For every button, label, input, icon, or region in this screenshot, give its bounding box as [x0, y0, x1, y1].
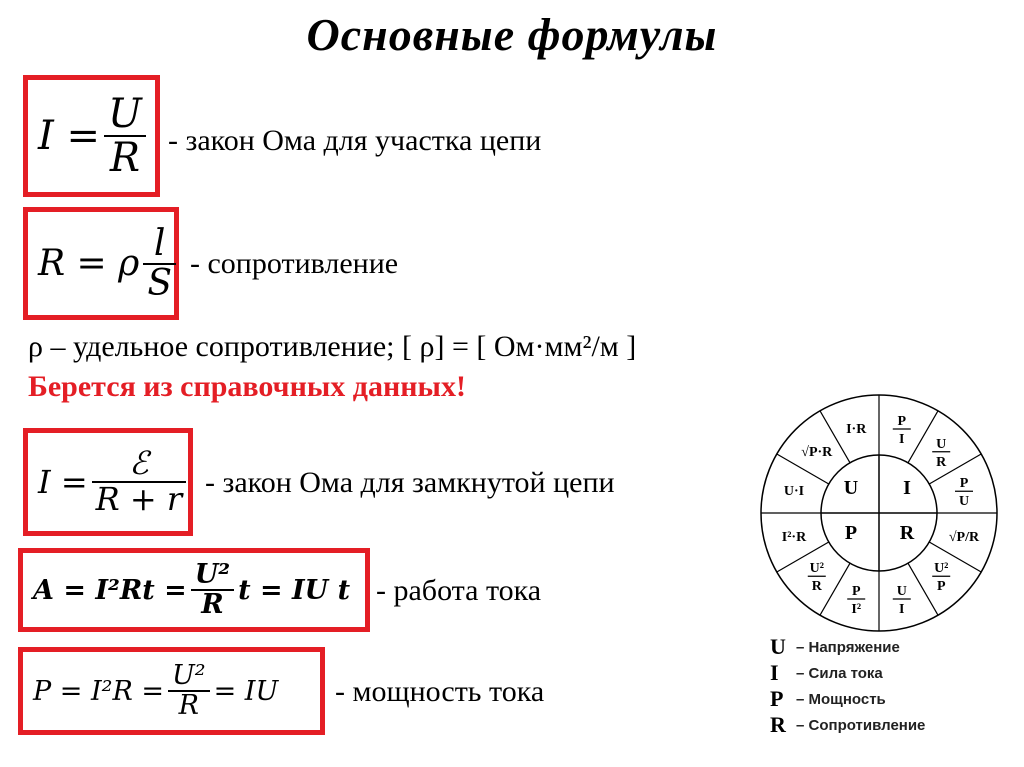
formula-power [33, 659, 279, 721]
denominator: R [178, 690, 199, 721]
wheel-inner-p: P [844, 522, 858, 544]
denominator: S [147, 262, 172, 304]
legend-letter: I [770, 660, 779, 685]
legend-label: – Мощность [796, 690, 886, 708]
wheel-cell [846, 422, 867, 437]
wheel-inner-u: U [843, 477, 859, 499]
wheel-cell [784, 484, 804, 499]
denominator: R + r [95, 480, 183, 518]
resistivity-note: ρ – удельное сопротивление; [ ρ] = [ Ом·мм²/м ] [28, 330, 637, 363]
wheel-cell-text: √P/R [948, 529, 980, 545]
formula-lhs: A = I²Rt = [33, 574, 187, 606]
wheel-cell-text: √P·R [801, 444, 833, 460]
formula-ohm-section [38, 93, 150, 179]
fraction [143, 222, 176, 304]
fraction [191, 558, 234, 620]
wheel-legend [770, 634, 925, 738]
wheel-cell-text: I²·R [781, 529, 807, 545]
formula-ohm-section-box [23, 75, 160, 197]
wheel-cell-numerator: P [959, 476, 969, 492]
formula-lhs: I = [38, 113, 101, 159]
numerator: U² [171, 659, 206, 691]
numerator: l [153, 222, 166, 264]
formula-wheel-diagram [750, 394, 1008, 632]
numerator: U [108, 91, 142, 137]
wheel-cell-denominator: I [899, 602, 905, 618]
legend-letter: P [770, 686, 784, 711]
legend-row-i [770, 660, 925, 686]
page-title: Основные формулы [306, 9, 718, 60]
numerator: ℰ [129, 444, 149, 483]
reference-note: Берется из справочных данных! [28, 370, 466, 403]
formula-full-circuit [38, 444, 190, 518]
legend-row-p [770, 686, 925, 712]
wheel-cell-numerator: U [936, 436, 947, 452]
formula-lhs: P = I²R = [33, 675, 164, 707]
formula-work [33, 558, 351, 620]
formula-resistance [38, 222, 180, 304]
wheel-cell-denominator: I [899, 431, 905, 447]
wheel-inner-i: I [903, 477, 911, 499]
wheel-cell-denominator: R [936, 454, 947, 470]
wheel-cell-numerator: U [896, 584, 907, 600]
formula-lhs: I = [38, 463, 88, 501]
wheel-cell [782, 530, 807, 545]
formula-ohm-section-desc: - закон Ома для участка цепи [168, 124, 542, 157]
formula-resistance-desc: - сопротивление [190, 247, 399, 280]
formula-work-desc: - работа тока [376, 574, 542, 607]
legend-letter: R [770, 712, 786, 737]
numerator: U² [194, 558, 231, 590]
formula-power-desc: - мощность тока [335, 675, 545, 708]
wheel-cell-denominator: U [958, 494, 970, 510]
fraction [168, 659, 210, 721]
formula-work-box [18, 548, 370, 632]
wheel-inner-r: R [899, 522, 915, 544]
wheel-cell-denominator: I² [851, 602, 862, 618]
formula-lhs: R = ρ [38, 243, 140, 284]
fraction [104, 93, 146, 179]
legend-row-r [770, 712, 925, 738]
wheel-cell [949, 530, 980, 545]
wheel-cell-numerator: P [897, 413, 907, 429]
wheel-cell-denominator: P [936, 579, 946, 595]
legend-label: – Напряжение [796, 638, 900, 656]
wheel-cell [801, 445, 833, 460]
legend-letter: U [770, 634, 786, 659]
wheel-cell-text: U·I [783, 484, 805, 500]
wheel-cell-numerator: P [851, 584, 861, 600]
legend-label: – Сила тока [796, 664, 883, 682]
wheel-cell-numerator: U² [809, 561, 824, 577]
formula-rhs: t = IU t [238, 574, 351, 606]
formula-rhs: = IU [213, 675, 279, 707]
wheel-cell-text: I·R [846, 421, 867, 437]
formula-power-box [18, 647, 325, 735]
wheel-cell-numerator: U² [934, 561, 949, 577]
formula-resistance-box [23, 207, 179, 320]
wheel-cell-denominator: R [811, 579, 822, 595]
formula-full-circuit-desc: - закон Ома для замкнутой цепи [205, 466, 615, 499]
legend-row-u [770, 634, 925, 660]
denominator: R [201, 589, 224, 620]
fraction [92, 444, 187, 518]
denominator: R [109, 135, 140, 181]
legend-label: – Сопротивление [796, 716, 926, 734]
formula-full-circuit-box [23, 428, 193, 536]
